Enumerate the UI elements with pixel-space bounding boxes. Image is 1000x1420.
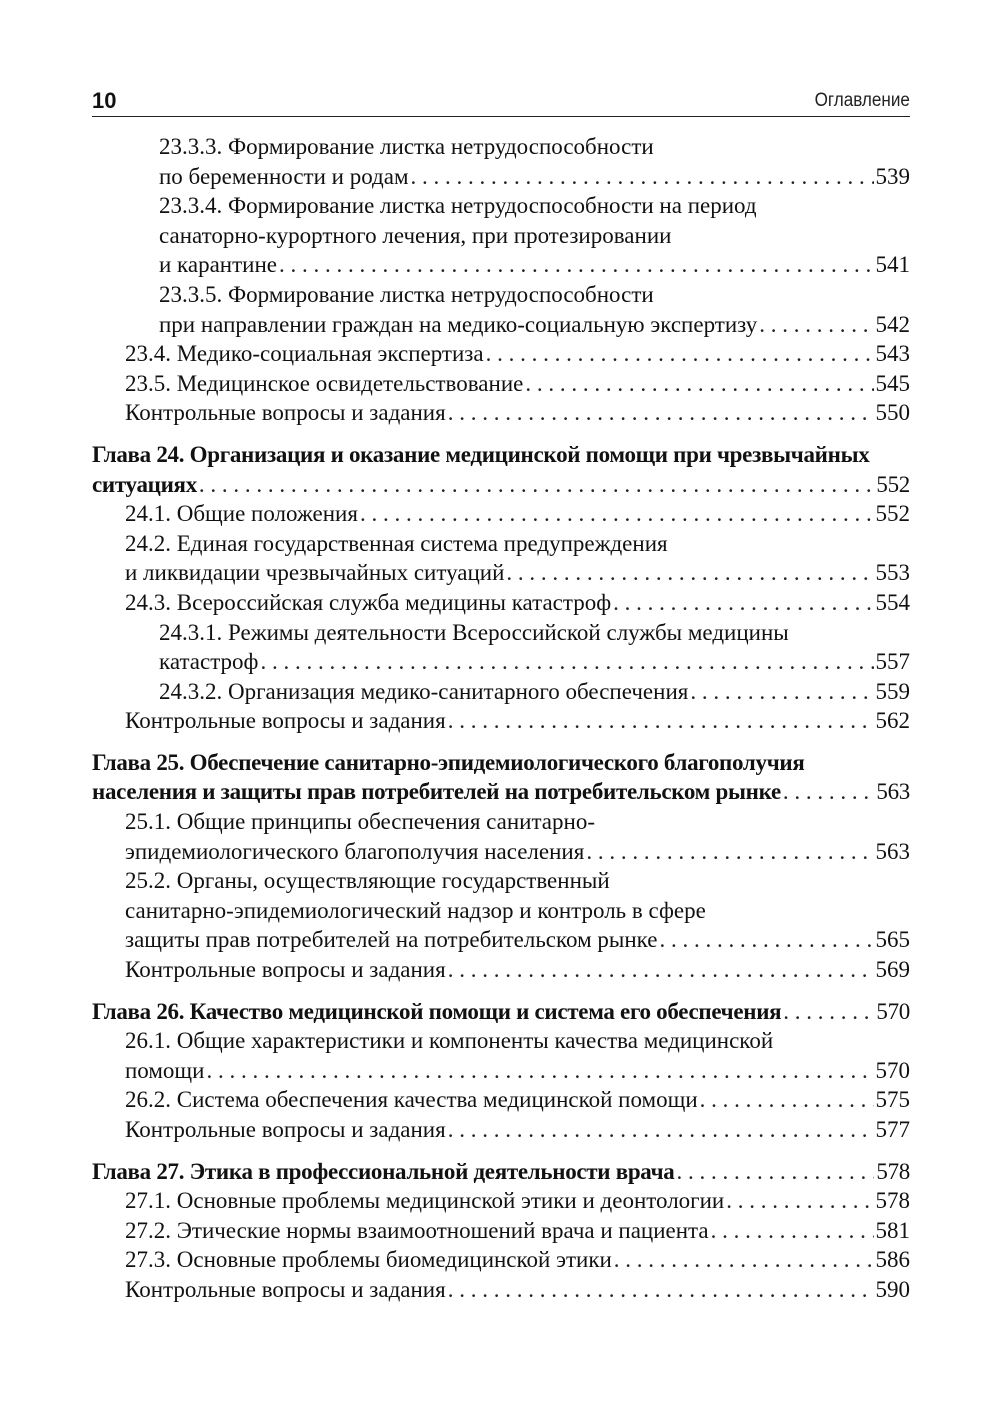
- toc-entry-last-line: [125, 1245, 910, 1275]
- toc-entry-last-line: [125, 398, 910, 428]
- toc-entry-last-line: [125, 955, 910, 985]
- toc-entry-title-line: 23.5. Медицинское освидетельствование: [125, 370, 524, 396]
- dot-leader: [279, 250, 874, 280]
- toc-chapter-entry[interactable]: [92, 1157, 910, 1187]
- toc-page-number: 590: [875, 1276, 910, 1302]
- toc-entry-last-line: [125, 1056, 910, 1086]
- toc-page-number: 577: [875, 1117, 910, 1142]
- toc-entry[interactable]: [92, 339, 910, 369]
- dot-leader: [525, 369, 873, 399]
- toc-entry[interactable]: [92, 1245, 910, 1275]
- dot-leader: [506, 558, 873, 588]
- dot-leader: [613, 588, 873, 618]
- toc-entry-last-line: [125, 558, 910, 588]
- dot-leader: [676, 1157, 874, 1187]
- toc-page-number: 554: [875, 589, 910, 615]
- toc-entry[interactable]: [92, 1026, 910, 1085]
- toc-page-number: 563: [876, 779, 910, 805]
- toc-entry[interactable]: [92, 588, 910, 618]
- toc-entry[interactable]: [92, 369, 910, 399]
- toc-entry-title-line: защиты прав потребителей на потребительском рынке: [125, 927, 658, 953]
- toc-entry-title-line: Контрольные вопросы и задания: [125, 400, 446, 426]
- toc-page-number: 541: [875, 252, 910, 278]
- toc-entry-last-line: [159, 310, 910, 340]
- dot-leader: [726, 1186, 873, 1216]
- toc-entry[interactable]: [92, 677, 910, 707]
- toc-entry-title-line: 24.2. Единая государственная система предупреждения: [125, 530, 668, 556]
- toc-page-number: 543: [875, 341, 910, 367]
- dot-leader: [690, 677, 873, 707]
- toc-entry-title-line: эпидемиологического благополучия населения: [125, 838, 585, 864]
- dot-leader: [783, 777, 875, 807]
- toc-entry-title-line: 23.4. Медико-социальная экспертиза: [125, 341, 484, 367]
- toc-entry-last-line: [92, 777, 910, 807]
- toc-entry-last-line: [125, 706, 910, 736]
- toc-entry-title-line: 23.3.4. Формирование листка нетрудоспособности на период: [159, 193, 757, 219]
- toc-entry-title-line: по беременности и родам: [159, 163, 409, 189]
- toc-entry[interactable]: [92, 866, 910, 955]
- dot-leader: [448, 1115, 874, 1145]
- toc-page-number: 562: [875, 708, 910, 734]
- toc-entry-last-line: [125, 1085, 910, 1115]
- toc-page-number: 552: [876, 471, 910, 497]
- toc-page-number: 575: [875, 1087, 910, 1113]
- toc-entry-title-line: 25.2. Органы, осуществляющие государственный: [125, 868, 610, 894]
- toc-entry-title-line: 23.3.5. Формирование листка нетрудоспособности: [159, 281, 654, 307]
- dot-leader: [759, 310, 873, 340]
- toc-entry-title-line: 23.3.3. Формирование листка нетрудоспособности: [159, 134, 654, 159]
- dot-leader: [659, 925, 873, 955]
- dot-leader: [711, 1216, 874, 1246]
- toc-page-number: 563: [875, 838, 910, 864]
- toc-entry-title-line: 26.1. Общие характеристики и компоненты качества медицинской: [125, 1028, 774, 1054]
- toc-entry-last-line: [125, 369, 910, 399]
- toc-entry[interactable]: [92, 807, 910, 866]
- toc-entry-title-line: Глава 26. Качество медицинской помощи и система его обеспечения: [92, 998, 782, 1024]
- toc-chapter-entry[interactable]: [92, 748, 910, 807]
- toc-entry-title-line: санаторно-курортного лечения, при протезировании: [159, 222, 672, 248]
- toc-entry-last-line: [125, 1186, 910, 1216]
- toc-page-number: 559: [875, 678, 910, 704]
- toc-entry-title-line: 24.3. Всероссийская служба медицины катастроф: [125, 589, 612, 615]
- toc-entry[interactable]: [92, 955, 910, 985]
- toc-entry-last-line: [125, 1275, 910, 1305]
- toc-entry-last-line: [125, 925, 910, 955]
- toc-entry-title-line: санитарно-эпидемиологический надзор и контроль в сфере: [125, 897, 706, 923]
- toc-entry-title-line: и карантине: [159, 252, 277, 278]
- dot-leader: [486, 339, 874, 369]
- toc-entry-last-line: [159, 250, 910, 280]
- toc-page-number: 550: [875, 400, 910, 426]
- toc-entry-last-line: [125, 837, 910, 867]
- dot-leader: [586, 837, 873, 867]
- toc-entry-title-line: 27.3. Основные проблемы биомедицинской этики: [125, 1247, 612, 1273]
- dot-leader: [783, 997, 874, 1027]
- running-head: Оглавление: [814, 90, 910, 111]
- toc-entry[interactable]: [92, 398, 910, 428]
- toc-entry[interactable]: [92, 499, 910, 529]
- toc-entry[interactable]: [92, 1186, 910, 1216]
- toc-page-number: 578: [876, 1158, 910, 1184]
- page-number: 10: [92, 88, 117, 113]
- toc-entry[interactable]: [92, 529, 910, 588]
- toc-page-number: 569: [875, 957, 910, 983]
- toc-entry-last-line: [92, 1157, 910, 1187]
- toc-entry-title-line: Глава 24. Организация и оказание медицинской помощи при чрезвычайных: [92, 441, 870, 467]
- toc-entry-title-line: помощи: [125, 1057, 205, 1083]
- toc-entry-title-line: и ликвидации чрезвычайных ситуаций: [125, 560, 505, 586]
- toc-page-number: 553: [875, 560, 910, 586]
- toc-entry-title-line: Контрольные вопросы и задания: [125, 708, 446, 734]
- toc-entry-title-line: 25.1. Общие принципы обеспечения санитарно-: [125, 809, 595, 835]
- toc-entry[interactable]: [92, 132, 910, 191]
- toc-entry-last-line: [125, 499, 910, 529]
- toc-entry-title-line: Контрольные вопросы и задания: [125, 1117, 446, 1142]
- toc-entry[interactable]: [92, 280, 910, 339]
- toc-entry-title-line: Контрольные вопросы и задания: [125, 1276, 446, 1302]
- toc-page-number: 542: [875, 311, 910, 337]
- toc-entry[interactable]: [92, 618, 910, 677]
- dot-leader: [206, 1056, 873, 1086]
- toc-chapter-entry[interactable]: [92, 440, 910, 499]
- toc-entry-last-line: [125, 1115, 910, 1145]
- toc-page-number: 578: [875, 1188, 910, 1214]
- toc-entry-last-line: [92, 997, 910, 1027]
- toc-entry-last-line: [159, 647, 910, 677]
- toc-page-number: 539: [875, 163, 910, 189]
- toc-page-number: 545: [875, 370, 910, 396]
- dot-leader: [260, 647, 873, 677]
- toc-entry-last-line: [125, 588, 910, 618]
- toc-entry-last-line: [159, 677, 910, 707]
- toc-entry-title-line: 27.2. Этические нормы взаимоотношений врача и пациента: [125, 1217, 709, 1243]
- toc-entry[interactable]: [92, 706, 910, 736]
- toc-chapter-entry[interactable]: [92, 997, 910, 1027]
- toc-entry-last-line: [125, 1216, 910, 1246]
- toc-entry-title-line: при направлении граждан на медико-социальную экспертизу: [159, 311, 758, 337]
- toc-page-number: 570: [876, 998, 910, 1024]
- dot-leader: [360, 499, 874, 529]
- toc-entry-title-line: 26.2. Система обеспечения качества медицинской помощи: [125, 1087, 698, 1113]
- toc-entry-title-line: 24.1. Общие положения: [125, 501, 358, 527]
- dot-leader: [700, 1085, 874, 1115]
- dot-leader: [448, 706, 874, 736]
- toc-entry[interactable]: [92, 1275, 910, 1305]
- dot-leader: [199, 470, 874, 500]
- toc-page-number: 586: [875, 1247, 910, 1273]
- toc-page-number: 552: [875, 501, 910, 527]
- dot-leader: [411, 162, 874, 192]
- toc-entry[interactable]: [92, 1216, 910, 1246]
- toc-page-number: 581: [875, 1217, 910, 1243]
- dot-leader: [448, 1275, 874, 1305]
- table-of-contents: [92, 132, 910, 1305]
- toc-entry-title-line: населения и защиты прав потребителей на потребительском рынке: [92, 779, 781, 805]
- toc-entry-title-line: Контрольные вопросы и задания: [125, 957, 446, 983]
- toc-page-number: 557: [875, 649, 910, 675]
- toc-entry-title-line: Глава 25. Обеспечение санитарно-эпидемиологического благополучия: [92, 749, 805, 775]
- toc-entry-title-line: 24.3.1. Режимы деятельности Всероссийской службы медицины: [159, 619, 789, 645]
- toc-page-number: 570: [875, 1057, 910, 1083]
- toc-entry-last-line: [125, 339, 910, 369]
- toc-entry[interactable]: [92, 1085, 910, 1115]
- toc-entry-last-line: [159, 162, 910, 192]
- dot-leader: [614, 1245, 874, 1275]
- dot-leader: [448, 955, 874, 985]
- toc-entry-title-line: Глава 27. Этика в профессиональной деятельности врача: [92, 1158, 675, 1184]
- dot-leader: [448, 398, 874, 428]
- page-header: [92, 86, 910, 117]
- toc-entry-title-line: катастроф: [159, 649, 259, 675]
- toc-entry-title-line: 27.1. Основные проблемы медицинской этики и деонтологии: [125, 1188, 725, 1214]
- toc-entry[interactable]: [92, 1115, 910, 1145]
- toc-page-number: 565: [875, 927, 910, 953]
- toc-entry-title-line: 24.3.2. Организация медико-санитарного обеспечения: [159, 678, 689, 704]
- toc-entry-last-line: [92, 470, 910, 500]
- toc-entry-title-line: ситуациях: [92, 471, 197, 497]
- toc-entry[interactable]: [92, 191, 910, 280]
